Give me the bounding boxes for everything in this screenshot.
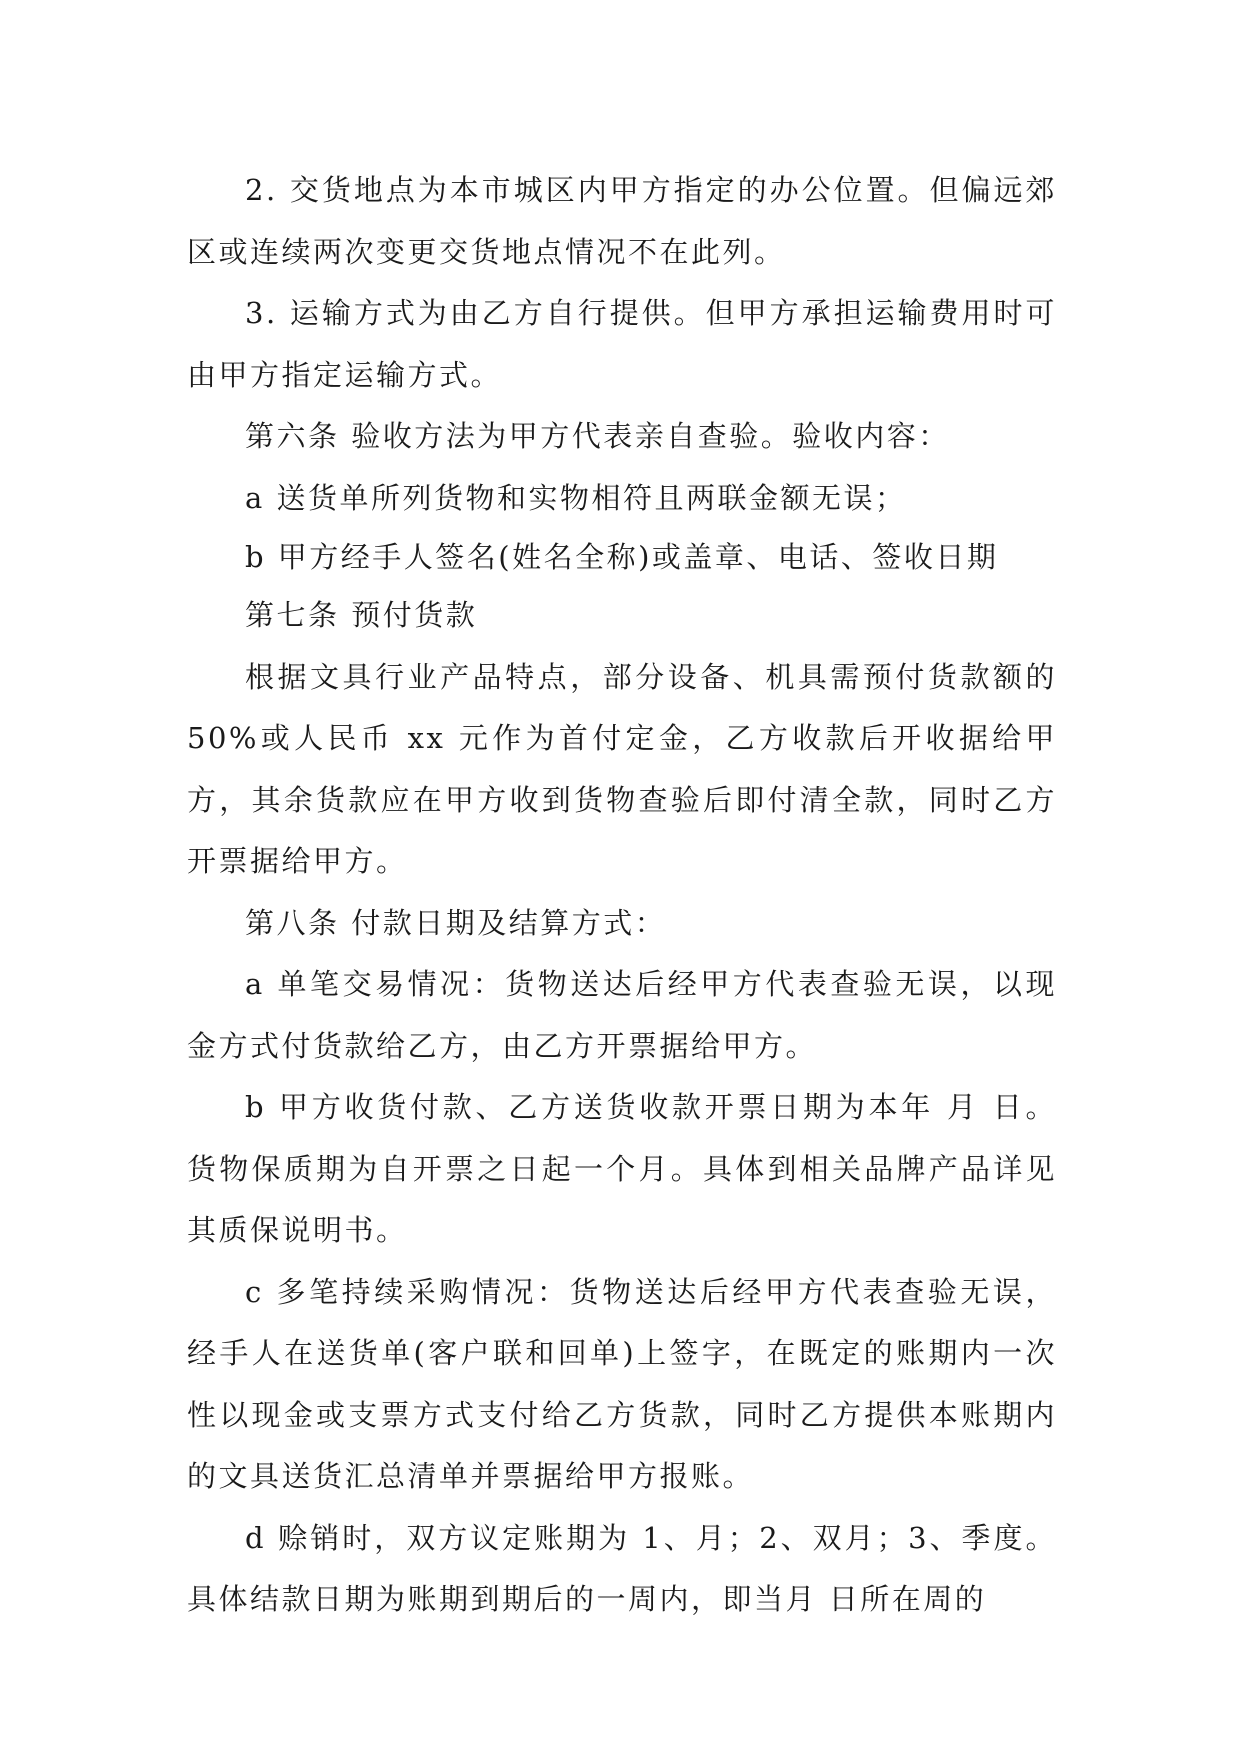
paragraph-article-6-item-a: a 送货单所列货物和实物相符且两联金额无误； [245,480,907,515]
paragraph-article-8: 第八条 付款日期及结算方式： [245,905,667,940]
paragraph-transport-method: 3. 运输方式为由乙方自行提供。但甲方承担运输费用时可由甲方指定运输方式。 [187,296,1057,392]
paragraph-article-8-item-d: d 赊销时，双方议定账期为 1、月；2、双月；3、季度。具体结款日期为账期到期后的一周内，即当月 日所在周的 [187,1520,1057,1616]
paragraph-delivery-location: 2. 交货地点为本市城区内甲方指定的办公位置。但偏远郊区或连续两次变更交货地点情况不在此列。 [187,173,1057,269]
document-body [187,160,1057,1631]
paragraph-article-7: 第七条 预付货款 [245,598,478,632]
paragraph-article-6-item-b: b 甲方经手人签名(姓名全称)或盖章、电话、签收日期 [245,540,999,574]
paragraph-article-8-item-a: a 单笔交易情况：货物送达后经甲方代表查验无误，以现金方式付货款给乙方，由乙方开票据给甲方。 [187,967,1057,1063]
paragraph-article-6: 第六条 验收方法为甲方代表亲自查验。验收内容： [245,419,950,453]
paragraph-article-8-item-b: b 甲方收货付款、乙方送货收款开票日期为本年 月 日。货物保质期为自开票之日起一个月。具体到相关品牌产品详见其质保说明书。 [187,1090,1057,1247]
paragraph-article-8-item-c: c 多笔持续采购情况：货物送达后经甲方代表查验无误，经手人在送货单(客户联和回单)上签字，在既定的账期内一次性以现金或支票方式支付给乙方货款，同时乙方提供本账期内的文具送货汇总清单并票据给甲方报账。 [187,1274,1057,1493]
paragraph-prepayment: 根据文具行业产品特点，部分设备、机具需预付货款额的 50%或人民币 xx 元作为首付定金，乙方收款后开收据给甲方，其余货款应在甲方收到货物查验后即付清全款，同时乙方开票据给甲方。 [187,659,1057,878]
